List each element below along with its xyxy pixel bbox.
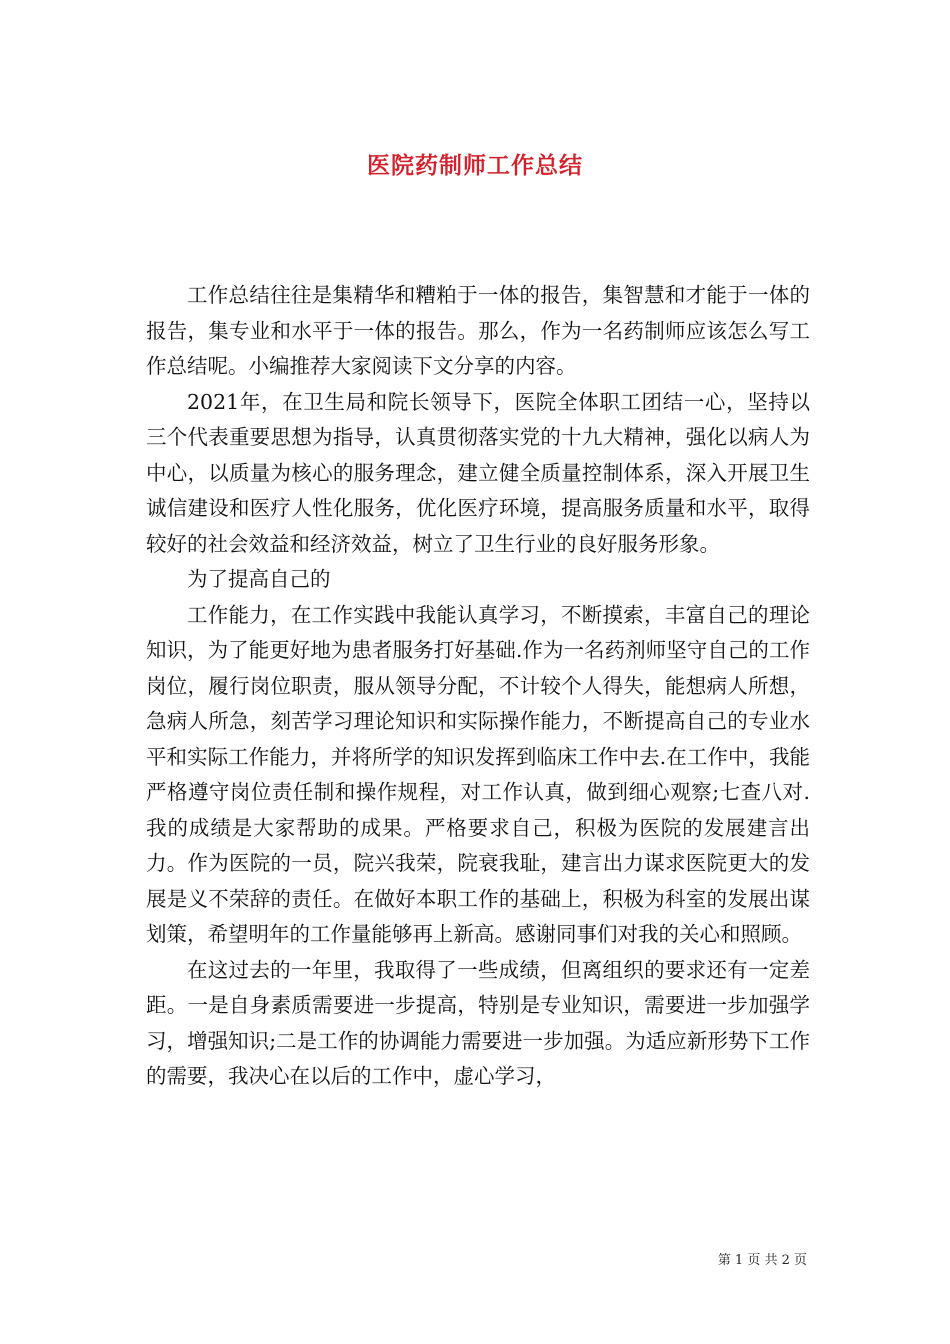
paragraph-shortcomings: 在这过去的一年里，我取得了一些成绩，但离组织的要求还有一定差距。一是自身素质需要进一步提高，特别是专业知识，需要进一步加强学习，增强知识;二是工作的协调能力需要进一步加强。为适应新形势下工作的需要，我决心在以后的工作中，虚心学习， [146, 957, 810, 1088]
document-body [146, 278, 810, 1095]
paragraph-work-ability: 工作能力，在工作实践中我能认真学习，不断摸索，丰富自己的理论知识，为了能更好地为患者服务打好基础.作为一名药剂师坚守自己的工作岗位，履行岗位职责，服从领导分配，不计较个人得失，能想病人所想，急病人所急，刻苦学习理论知识和实际操作能力，不断提高自己的专业水平和实际工作能力，并将所学的知识发挥到临床工作中去.在工作中，我能严格遵守岗位责任制和操作规程，对工作认真，做到细心观察;七查八对.我的成绩是大家帮助的成果。严格要求自己，积极为医院的发展建言出力。作为医院的一员，院兴我荣，院衰我耻，建言出力谋求医院更大的发展是义不荣辞的责任。在做好本职工作的基础上，积极为科室的发展出谋划策，希望明年的工作量能够再上新高。感谢同事们对我的关心和照顾。 [146, 602, 810, 946]
page-indicator: 第 1 页 共 2 页 [717, 1253, 807, 1268]
paragraph-short: 为了提高自己的 [187, 567, 331, 591]
document-title: 医院药制师工作总结 [367, 152, 583, 180]
paragraph-intro: 工作总结往往是集精华和糟粕于一体的报告，集智慧和才能于一体的报告，集专业和水平于一体的报告。那么，作为一名药制师应该怎么写工作总结呢。小编推荐大家阅读下文分享的内容。 [146, 283, 810, 378]
paragraph-year-summary: 2021年，在卫生局和院长领导下，医院全体职工团结一心，坚持以三个代表重要思想为指导，认真贯彻落实党的十九大精神，强化以病人为中心，以质量为核心的服务理念，建立健全质量控制体系，深入开展卫生诚信建设和医疗人性化服务，优化医疗环境，提高服务质量和水平，取得较好的社会效益和经济效益，树立了卫生行业的良好服务形象。 [146, 389, 810, 556]
